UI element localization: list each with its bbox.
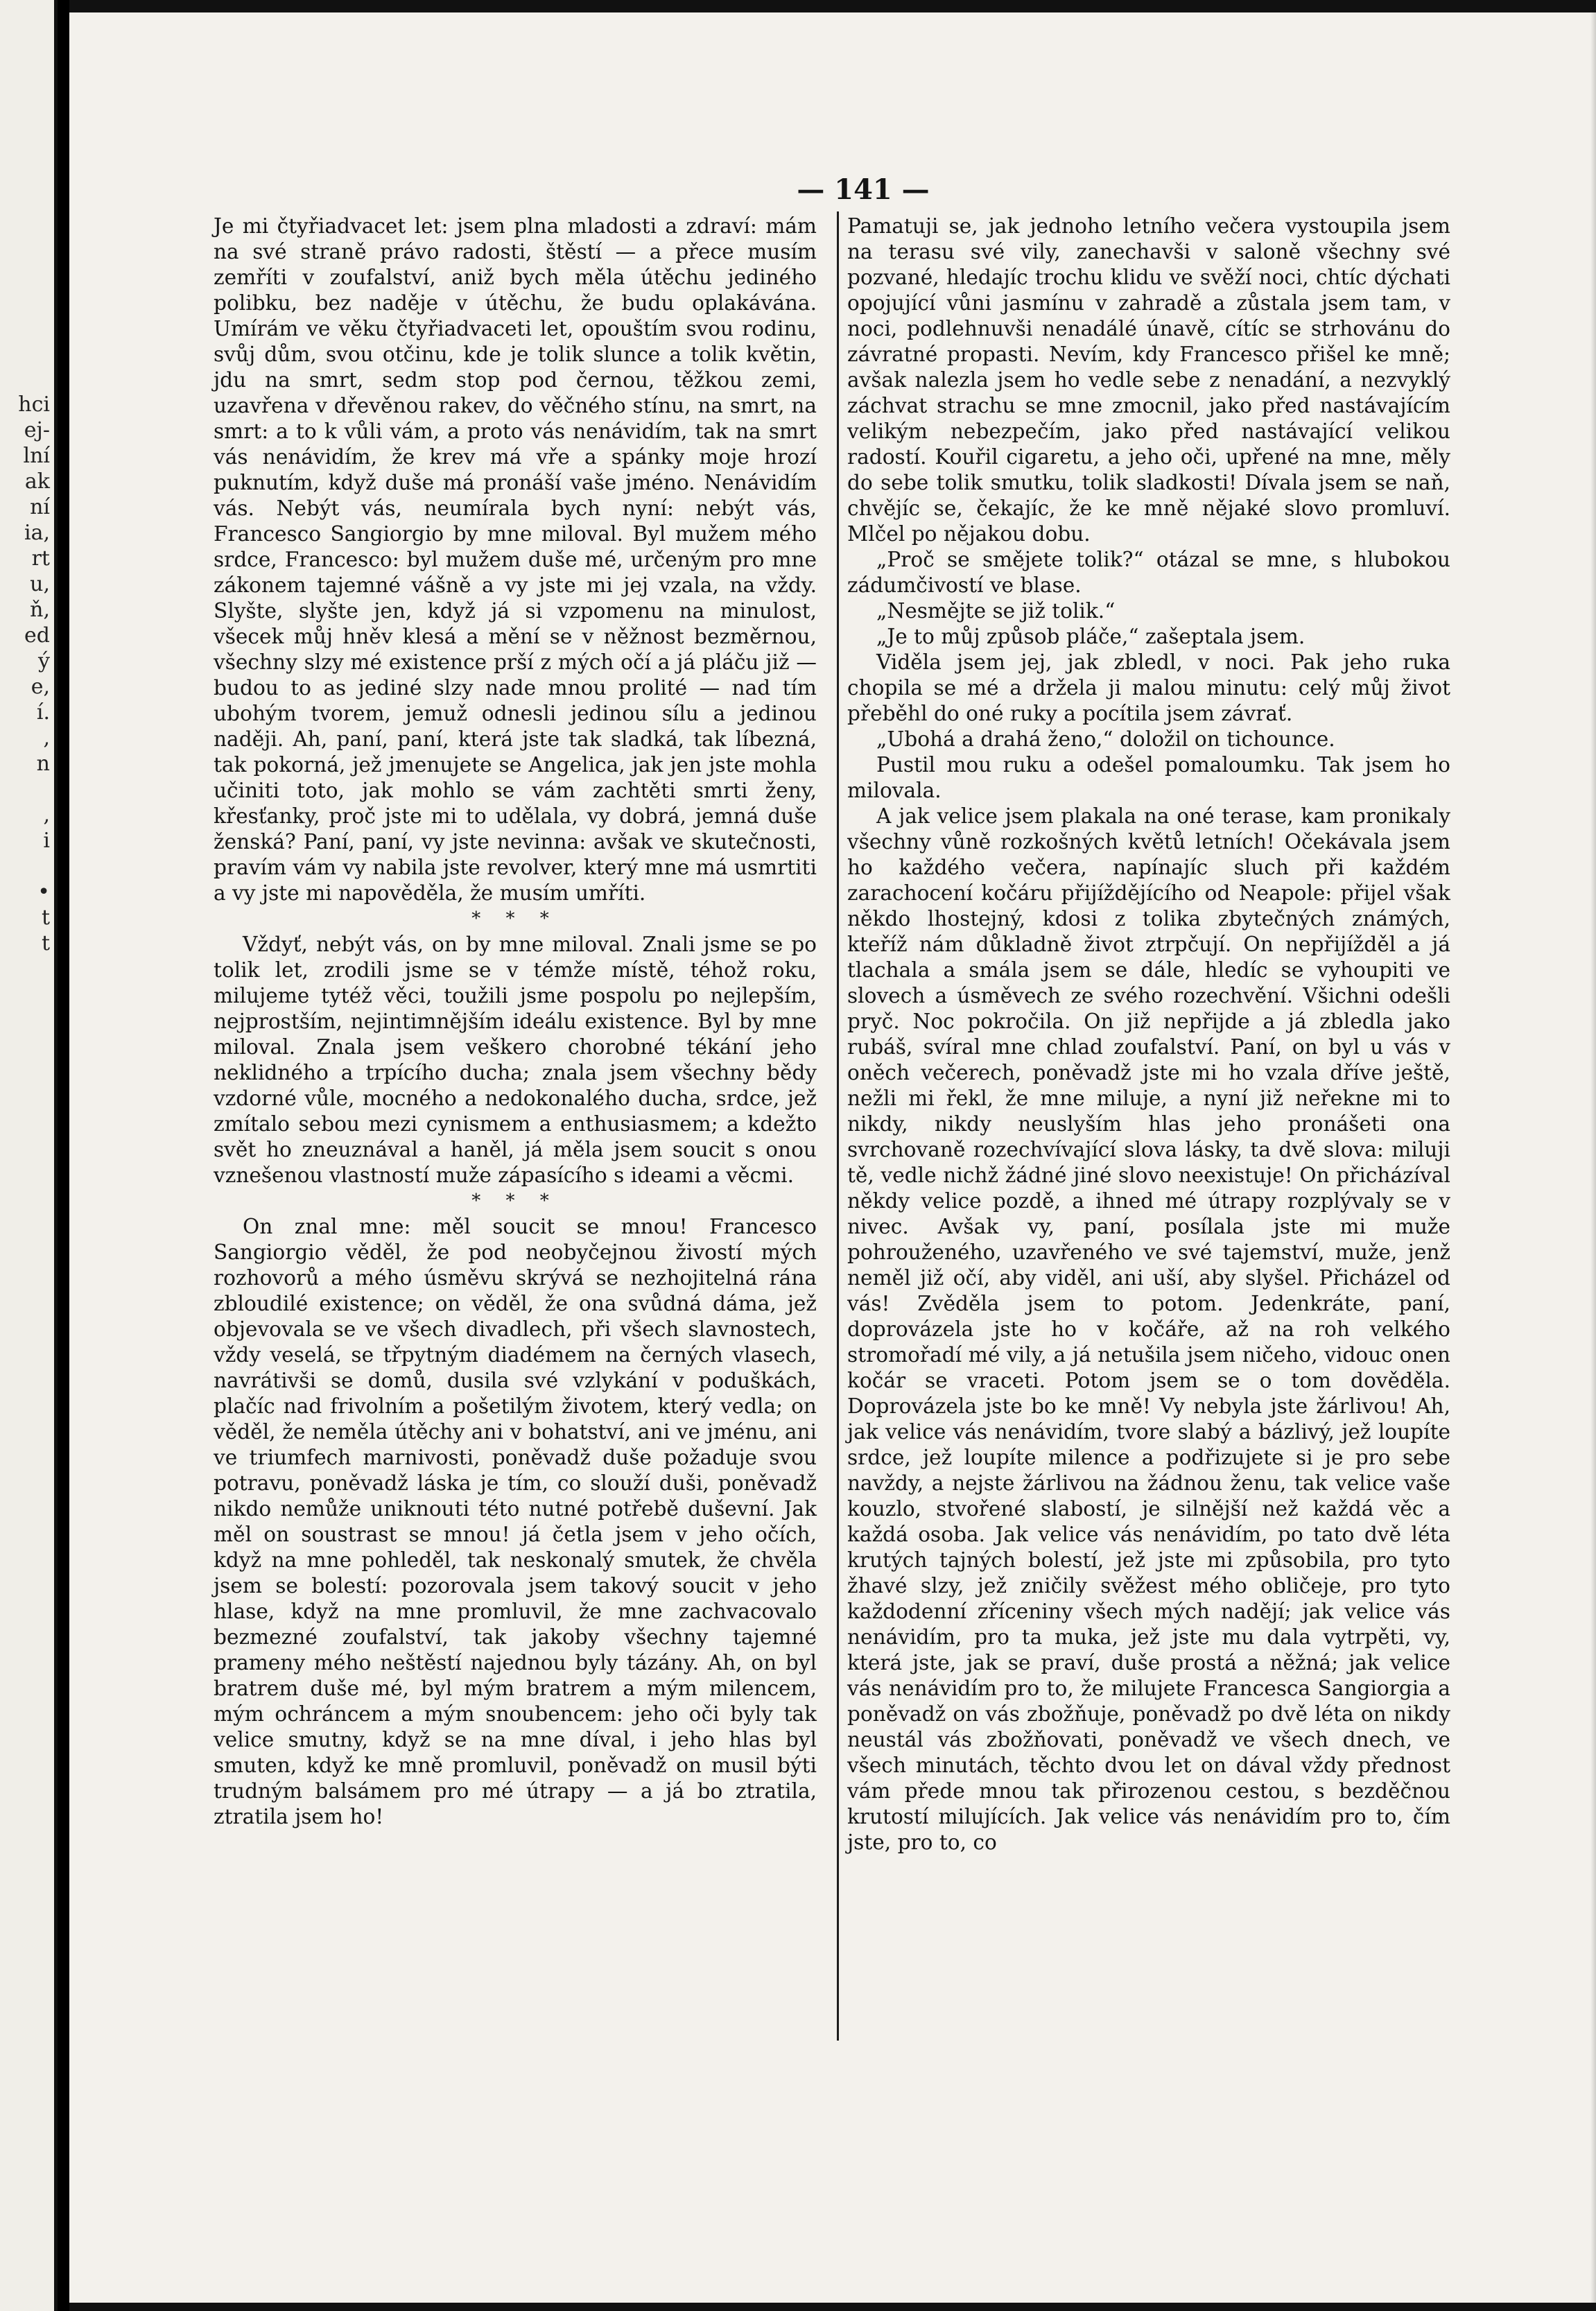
right-column bbox=[847, 214, 1450, 1855]
fragment-line: í. bbox=[36, 700, 50, 725]
fragment-line: • bbox=[37, 880, 50, 904]
fragment-line: e, bbox=[31, 675, 50, 699]
newspaper-page bbox=[69, 0, 1596, 2311]
fragment-line bbox=[1, 854, 53, 879]
left-paragraph-2: Vždyť, nebýt vás, on by mne miloval. Znali jsme se po tolik let, zrodili jsme se v témže místě, téhož roku, milujeme tytéž věci, toužili jsme pospolu po nejlepším, nejprostším, nejintimnějším ideálu existence. Byl by mne miloval. Znala jsem veškero chorobné tékání jeho neklidného a trpícího ducha; znala jsem všechny bědy vzdorné vůle, mocného a nedokonalého ducha, srdce, jež zmítalo sebou mezi cynismem a enthusiasmem; a kdežto svět ho zneuznával a haněl, já měla jsem soucit s onou vznešenou vlastností muže zápasícího s ideami a věcmi. bbox=[214, 933, 817, 1187]
right-paragraph-8: A jak velice jsem plakala na oné terase, kam pronikaly všechny vůně rozkošných květů letních! Očekávala jsem ho každého večera, napínajíc sluch při každém zarachocení kočáru přijíždějícího od Neapole: přijel však někdo lhostejný, kdosi z tolika zbytečných známých, kteříž nám důkladně život ztrpčují. On nepřijížděl a já tlachala a smála jsem se dále, hledíc se vyhoupiti ve slovech a úsměvech ze svého rozechvění. Všichni odešli pryč. Noc pokročila. On již nepřijde a já zbledla jako rubáš, svíral mne chlad zoufalství. Paní, on byl u vás v oněch večerech, poněvadž jste mi ho vzala dříve ještě, nežli mi řekl, že mne miluje, a nyní již neřekne mi to nikdy, nikdy neuslyším hlas jeho pronášeti ona svrchovaně rozechvívající slova lásky, ta dvě slova: miluji tě, vedle nichž žádné jiné slovo neexistuje! On přicházíval někdy velice pozdě, a ihned mé útrapy rozplývaly se v nivec. Avšak vy, paní, posílala jste mi muže pohrouženého, uzavřeného ve své tajemství, muže, jenž neměl již očí, aby viděl, ani uší, aby slyšel. Přicházel od vás! Zvěděla jsem to potom. Jedenkráte, paní, doprovázela jste ho v kočáře, až na roh velkého stromořadí mé vily, a já netušila jsem ničeho, vidouc onen kočár se vraceti. Potom jsem se o tom dověděla. Doprovázela jste bo ke mně! Vy nebyla jste žárlivou! Ah, jak velice vás nenávidím, tvore slabý a bázlivý, jež loupíte srdce, jež loupíte milence a podřizujete si je pro sebe navždy, a nejste žárlivou na žádnou ženu, tak velice vaše kouzlo, stvořené slabostí, je silnější než každá věc a každá osoba. Jak velice vás nenávidím, po tato dvě léta krutých tajných bolestí, jež jste mi způsobila, pro tyto žhavé slzy, jež zničily svěžest mého obličeje, pro tyto každodenní zříceniny všech mých nadějí; jak velice vás nenávidím, pro ta muka, jež jste mu dala vytrpěti, vy, která jste, jak se praví, duše prostá a něžná; jak velice vás nenávidím pro to, že milujete Francesca Sangiorgia a poněvadž on vás zbožňuje, poněvadž po dvě léta on nikdy neustál vás zbožňovati, poněvadž ve všech dnech, ve všech minutách, těchto dvou let on dával vždy přednost vám přede mnou tak přirozenou cestou, s bezděčnou krutostí milujících. Jak velice vás nenávidím pro to, čím jste, pro to, co bbox=[847, 804, 1450, 1854]
previous-page-fragments bbox=[1, 392, 53, 956]
fragment-line: u, bbox=[30, 572, 50, 596]
page-top-border bbox=[69, 0, 1596, 12]
fragment-line: i bbox=[43, 829, 50, 853]
fragment-line: , bbox=[43, 803, 50, 827]
asterism-1: * * * bbox=[471, 908, 559, 929]
fragment-line: rt bbox=[31, 546, 50, 571]
column-divider bbox=[837, 211, 839, 2041]
page-bottom-border bbox=[69, 2303, 1596, 2311]
fragment-line: , bbox=[43, 726, 50, 750]
left-column bbox=[214, 214, 817, 1830]
right-paragraph-5: Viděla jsem jej, jak zbledl, v noci. Pak jeho ruka chopila se mé a držela ji malou minutu: celý můj život přeběhl do oné ruky a pocítila jsem závrať. bbox=[847, 650, 1450, 725]
fragment-line: t bbox=[41, 906, 50, 930]
page-edge-shadow bbox=[1590, 0, 1596, 2311]
fragment-line bbox=[1, 777, 53, 802]
fragment-line: ak bbox=[24, 469, 50, 494]
fragment-line: ý bbox=[38, 649, 50, 673]
fragment-line: ia, bbox=[24, 521, 50, 545]
fragment-line: ed bbox=[24, 623, 50, 648]
asterism-2: * * * bbox=[471, 1191, 559, 1211]
fragment-line: n bbox=[36, 752, 50, 776]
page-number: — 141 — bbox=[797, 173, 930, 206]
right-paragraph-1: Pamatuji se, jak jednoho letního večera vystoupila jsem na terasu své vily, zanechavši v saloně všechny své pozvané, hledajíc trochu klidu ve svěží noci, chtíc dýchati opojující vůni jasmínu v zahradě a zůstala jsem tam, v noci, podlehnuvši nenadálé únavě, cítíc se strhovánu do závratné propasti. Nevím, kdy Francesco přišel ke mně; avšak nalezla jsem ho vedle sebe z nenadání, a nezvyklý záchvat strachu se mne zmocnil, jako před nastávajícím velikým nebezpečím, jako před nastávající velikou radostí. Kouřil cigaretu, a jeho oči, upřené na mne, měly do sebe tolik smutku, tolik sladkosti! Dívala jsem se naň, chvějíc se, čekajíc, že ke mně nějaké slovo promluví. Mlčel po nějakou dobu. bbox=[847, 214, 1450, 546]
fragment-line: lní bbox=[23, 444, 50, 468]
right-paragraph-6: „Ubohá a drahá ženo,“ doložil on tichounce. bbox=[876, 727, 1335, 751]
fragment-line: ň, bbox=[30, 598, 50, 622]
right-paragraph-4: „Je to můj způsob pláče,“ zašeptala jsem. bbox=[876, 625, 1306, 648]
left-paragraph-1: Je mi čtyřiadvacet let: jsem plna mladosti a zdraví: mám na své straně právo radosti, štěstí — a přece musím zemříti v zoufalství, aniž bych měla útěchu jediného polibku, bez naděje v útěchu, že budu oplakávána. Umírám ve věku čtyřiadvaceti let, opouštím svou rodinu, svůj dům, svou otčinu, kde je tolik slunce a tolik květin, jdu na smrt, sedm stop pod černou, těžkou zemi, uzavřena v dřevěnou rakev, do věčného stínu, na smrt, na smrt: a to k vůli vám, a proto vás nenávidím, tak na smrt vás nenávidím, že krev má vře a spánky moje hrozí puknutím, když duše má pronáší vaše jméno. Nenávidím vás. Nebýt vás, neumírala bych nyní: nebýt vás, Francesco Sangiorgio by mne miloval. Byl mužem mého srdce, Francesco: byl mužem duše mé, určeným pro mne zákonem tajemné vášně a vy jste mi jej vzala, na vždy. Slyšte, slyšte jen, když já si vzpomenu na minulost, všecek můj hněv klesá a mění se v něžnost bezměrnou, všechny slzy mé existence prší z mých očí a já pláču již — budou to as jediné slzy nade mnou prolité — nad tím ubohým tvorem, jemuž odnesli jedinou sílu a jedinou naději. Ah, paní, paní, která jste tak sladká, tak líbezná, tak pokorná, jež jmenujete se Angelica, jak jen jste mohla učiniti toto, jak mohlo se vám zachtěti smrti ženy, křesťanky, proč jste mi to udělala, vy dobrá, jemná duše ženská? Paní, paní, vy jste nevinna: avšak ve skutečnosti, pravím vám vy nabila jste revolver, který mne má usmrtiti a vy jste mi napověděla, že musím umříti. bbox=[214, 214, 817, 905]
fragment-line: ní bbox=[30, 495, 50, 519]
fragment-line: ej- bbox=[24, 418, 50, 442]
right-paragraph-7: Pustil mou ruku a odešel pomaloumku. Tak jsem ho milovala. bbox=[847, 753, 1450, 802]
right-paragraph-3: „Nesmějte se již tolik.“ bbox=[876, 599, 1116, 623]
fragment-line: hci bbox=[18, 392, 50, 417]
right-paragraph-2: „Proč se smějete tolik?“ otázal se mne, s hlubokou zádumčivostí ve blase. bbox=[847, 548, 1450, 597]
left-paragraph-3: On znal mne: měl soucit se mnou! Francesco Sangiorgio věděl, že pod neobyčejnou živostí mých rozhovorů a mého úsměvu skrývá se nezhojitelná rána zbloudilé existence; on věděl, že ona svůdná dáma, jež objevovala se ve všech divadlech, při všech slavnostech, vždy veselá, se třpytným diadémem na černých vlasech, navrátivši se domů, dusila své vzlykání v poduškách, plačíc nad frivolním a pošetilým životem, který vedla; on věděl, že neměla útěchy ani v bohatství, ani ve jménu, ani ve triumfech marnivosti, poněvadž duše požaduje svou potravu, poněvadž láska je tím, co slouží duši, poněvadž nikdo nemůže uniknouti této nutné potřebě duševní. Jak měl on soustrast se mnou! já četla jsem v jeho očích, když na mne pohleděl, tak neskonalý smutek, že chvěla jsem se bolestí: pozorovala jsem takový soucit v jeho hlase, když na mne promluvil, že mne zachvacovalo bezmezné zoufalství, tak jakoby všechny tajemné prameny mého neštěstí najednou byly tázány. Ah, on byl bratrem duše mé, byl mým bratrem a mým milencem, mým ochráncem a mým snoubencem: jeho oči byly tak velice smutny, když se na mne díval, i jeho hlas byl smuten, když ke mně promluvil, poněvadž on musil býti trudným balsámem pro mé útrapy — a já bo ztratila, ztratila jsem ho! bbox=[214, 1215, 817, 1828]
fragment-line: t bbox=[41, 931, 50, 955]
previous-page-edge bbox=[0, 0, 58, 2311]
